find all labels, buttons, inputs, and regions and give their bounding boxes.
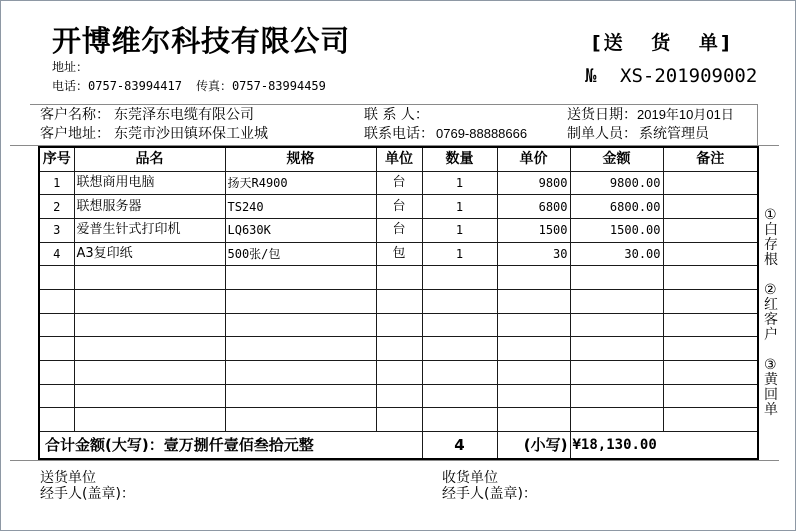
table-row [39, 218, 758, 242]
customer-name-label: 客户名称： [40, 107, 110, 123]
cell-remark [663, 242, 758, 266]
total-lower-amount: ¥18,130.00 [570, 432, 758, 459]
cell-qty: 1 [422, 195, 497, 219]
header-spec: 规格 [225, 147, 376, 171]
footer-divider [10, 460, 779, 461]
cell-name: 联想服务器 [74, 195, 225, 219]
company-address-label: 地址： [52, 60, 89, 74]
cell-price: 30 [497, 242, 570, 266]
blank-cell [376, 361, 422, 385]
company-phone: 0757-83994417 [88, 79, 182, 93]
blank-cell [225, 408, 376, 432]
cell-no: 2 [39, 195, 74, 219]
blank-cell [570, 289, 663, 313]
blank-row [39, 313, 758, 337]
blank-row [39, 408, 758, 432]
copy-red-customer: ②红客户 [764, 282, 778, 343]
blank-cell [39, 408, 74, 432]
blank-cell [74, 313, 225, 337]
cell-remark [663, 218, 758, 242]
cell-price: 1500 [497, 218, 570, 242]
cell-spec: 500张/包 [225, 242, 376, 266]
cell-name: 爱普生针式打印机 [74, 218, 225, 242]
blank-cell [74, 266, 225, 290]
blank-cell [570, 408, 663, 432]
creator-label: 制单人员： [567, 126, 637, 142]
cell-unit: 台 [376, 171, 422, 195]
delivery-date: 2019年10月01日 [637, 107, 734, 122]
document-number-label: № [585, 65, 597, 87]
table-row [39, 195, 758, 219]
blank-cell [74, 408, 225, 432]
contact-phone-label: 联系电话： [364, 126, 434, 142]
company-fax: 0757-83994459 [231, 79, 326, 93]
header-unit: 单位 [376, 147, 422, 171]
sender-unit-label: 送货单位 [40, 470, 96, 486]
table-row [39, 171, 758, 195]
table-row [39, 242, 758, 266]
blank-cell [570, 266, 663, 290]
blank-cell [39, 361, 74, 385]
customer-address: 东莞市沙田镇环保工业城 [114, 126, 268, 142]
blank-cell [225, 289, 376, 313]
copy-yellow-receipt: ③黄回单 [764, 357, 778, 418]
blank-cell [570, 384, 663, 408]
blank-cell [39, 337, 74, 361]
blank-cell [376, 289, 422, 313]
blank-cell [422, 384, 497, 408]
blank-cell [663, 313, 758, 337]
cell-unit: 包 [376, 242, 422, 266]
copy-distribution [764, 208, 779, 433]
blank-cell [422, 289, 497, 313]
blank-cell [225, 337, 376, 361]
total-row [39, 432, 758, 459]
contact-person-label: 联 系 人： [364, 107, 429, 123]
blank-row [39, 361, 758, 385]
blank-cell [39, 266, 74, 290]
blank-cell [570, 361, 663, 385]
customer-name: 东莞泽东电缆有限公司 [114, 107, 254, 123]
total-upper-label: 合计金额(大写)： [45, 435, 164, 454]
header-divider [30, 104, 758, 105]
cell-amount: 9800.00 [570, 171, 663, 195]
company-fax-label: 传真： [195, 79, 232, 93]
blank-cell [570, 313, 663, 337]
blank-cell [376, 384, 422, 408]
contact-phone: 0769-88888666 [436, 126, 528, 141]
blank-cell [497, 384, 570, 408]
total-lower-label: (小写) [497, 432, 570, 459]
blank-cell [422, 408, 497, 432]
blank-cell [663, 384, 758, 408]
blank-cell [39, 289, 74, 313]
cell-name: A3复印纸 [74, 242, 225, 266]
total-upper-amount: 壹万捌仟壹佰叁拾元整 [163, 435, 314, 454]
cell-spec: LQ630K [225, 218, 376, 242]
cell-amount: 6800.00 [570, 195, 663, 219]
blank-cell [422, 361, 497, 385]
customer-address-label: 客户地址： [40, 126, 110, 142]
blank-cell [663, 266, 758, 290]
cell-qty: 1 [422, 242, 497, 266]
total-qty: 4 [422, 432, 497, 459]
blank-cell [74, 289, 225, 313]
table-body [39, 171, 758, 432]
creator: 系统管理员 [639, 126, 709, 142]
cell-qty: 1 [422, 171, 497, 195]
cell-name: 联想商用电脑 [74, 171, 225, 195]
blank-row [39, 337, 758, 361]
blank-cell [663, 408, 758, 432]
items-table [38, 146, 759, 460]
blank-row [39, 384, 758, 408]
blank-cell [422, 337, 497, 361]
document-number: XS-201909002 [620, 65, 758, 87]
company-contact-line [52, 78, 326, 94]
receiver-unit-label: 收货单位 [442, 470, 498, 486]
blank-cell [376, 337, 422, 361]
cell-qty: 1 [422, 218, 497, 242]
blank-cell [497, 361, 570, 385]
cell-spec: TS240 [225, 195, 376, 219]
blank-cell [39, 384, 74, 408]
cell-amount: 30.00 [570, 242, 663, 266]
total-upper-cell [39, 432, 422, 459]
blank-cell [376, 313, 422, 337]
blank-cell [225, 266, 376, 290]
cell-price: 6800 [497, 195, 570, 219]
blank-cell [422, 266, 497, 290]
header-amount: 金额 [570, 147, 663, 171]
header-remark: 备注 [663, 147, 758, 171]
blank-cell [376, 266, 422, 290]
header-no: 序号 [39, 147, 74, 171]
cell-no: 1 [39, 171, 74, 195]
blank-row [39, 289, 758, 313]
copy-white-stub: ①白存根 [764, 207, 778, 268]
cell-no: 4 [39, 242, 74, 266]
blank-cell [74, 384, 225, 408]
company-name: 开博维尔科技有限公司 [52, 24, 351, 58]
info-right-divider [757, 104, 758, 146]
cell-price: 9800 [497, 171, 570, 195]
blank-cell [225, 384, 376, 408]
blank-row [39, 266, 758, 290]
table-header-row [39, 147, 758, 171]
blank-cell [39, 313, 74, 337]
document-title: [送 货 单] [592, 32, 733, 54]
receiver-handler-label: 经手人(盖章)： [442, 486, 537, 502]
cell-remark [663, 171, 758, 195]
blank-cell [225, 361, 376, 385]
blank-cell [497, 313, 570, 337]
header-qty: 数量 [422, 147, 497, 171]
cell-amount: 1500.00 [570, 218, 663, 242]
blank-cell [497, 337, 570, 361]
blank-cell [376, 408, 422, 432]
cell-no: 3 [39, 218, 74, 242]
company-phone-label: 电话： [52, 79, 89, 93]
blank-cell [663, 289, 758, 313]
blank-cell [497, 266, 570, 290]
blank-cell [570, 337, 663, 361]
cell-unit: 台 [376, 195, 422, 219]
blank-cell [497, 289, 570, 313]
cell-remark [663, 195, 758, 219]
blank-cell [663, 361, 758, 385]
header-name: 品名 [74, 147, 225, 171]
cell-unit: 台 [376, 218, 422, 242]
cell-spec: 扬天R4900 [225, 171, 376, 195]
blank-cell [74, 337, 225, 361]
blank-cell [663, 337, 758, 361]
sender-handler-label: 经手人(盖章)： [40, 486, 135, 502]
blank-cell [422, 313, 497, 337]
header-price: 单价 [497, 147, 570, 171]
blank-cell [74, 361, 225, 385]
blank-cell [225, 313, 376, 337]
blank-cell [497, 408, 570, 432]
delivery-date-label: 送货日期： [567, 107, 637, 123]
